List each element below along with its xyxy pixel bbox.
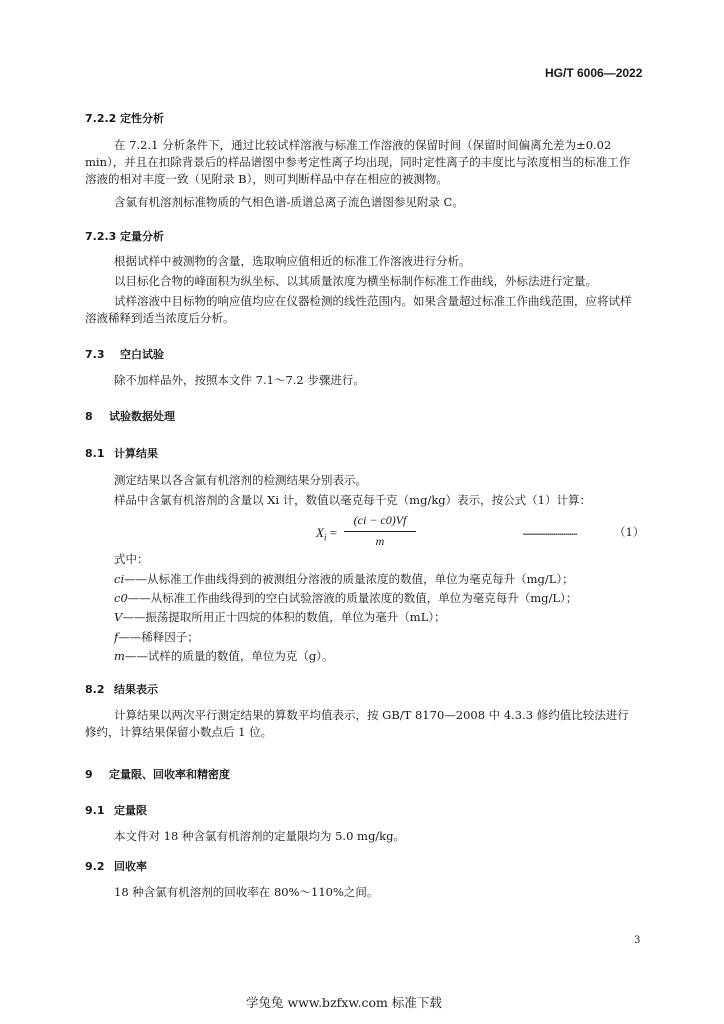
- section-number: 9.1: [85, 804, 105, 817]
- var-description: ——从标准工作曲线得到的空白试验溶液的质量浓度的数值，单位为毫克每升（mg/L）；: [127, 591, 578, 605]
- section-number: 8.2: [85, 683, 105, 696]
- section-heading-9: [85, 766, 230, 782]
- section-number: 7.2.2: [85, 112, 117, 125]
- section-number: 8: [85, 410, 93, 423]
- equation-leader-dots: ………………………: [523, 527, 578, 538]
- section-heading-8: [85, 408, 175, 424]
- section-heading-7-3: [85, 346, 164, 362]
- formula-equals: =: [329, 525, 338, 540]
- var-description: ——从标准工作曲线得到的被测组分溶液的质量浓度的数值，单位为毫克每升（mg/L）；: [124, 572, 574, 586]
- section-heading-9-1: [85, 802, 147, 818]
- paragraph-blank-test: 除不加样品外，按照本文件 7.1～7.2 步骤进行。: [114, 373, 365, 387]
- var-def-m: [114, 648, 334, 665]
- section-number: 9: [85, 768, 93, 781]
- formula-denominator: m: [375, 534, 385, 548]
- section-title: 结果表示: [114, 683, 158, 696]
- paragraph-recovery: 18 种含氯有机溶剂的回收率在 80%～110%之间。: [114, 885, 379, 899]
- var-symbol: c0: [114, 591, 128, 605]
- formula-lhs: [316, 525, 337, 543]
- section-heading-7-2-3: [85, 228, 164, 244]
- section-title: 空白试验: [120, 348, 164, 361]
- page-number: 3: [634, 935, 641, 946]
- document-code: HG/T 6006—2022: [545, 66, 643, 80]
- equation-number: （1）: [614, 525, 645, 539]
- var-def-v: [114, 609, 446, 626]
- section-number: 7.3: [85, 348, 105, 361]
- section-number: 8.1: [85, 447, 105, 460]
- var-symbol: m: [114, 649, 125, 663]
- var-description: ——稀释因子；: [118, 630, 199, 644]
- paragraph-quant-curve: 以目标化合物的峰面积为纵坐标、以其质量浓度为横坐标制作标准工作曲线，外标法进行定量。: [114, 274, 597, 288]
- var-symbol: V: [114, 610, 123, 624]
- section-number: 7.2.3: [85, 230, 117, 243]
- var-description: ——试样的质量的数值，单位为克（g）。: [124, 649, 334, 663]
- section-title: 回收率: [114, 860, 147, 873]
- formula-numerator: (ci − c0)Vf: [353, 513, 407, 527]
- var-def-f: [114, 629, 199, 646]
- section-heading-8-2: [85, 681, 158, 697]
- section-title: 定性分析: [120, 112, 164, 125]
- paragraph-qualitative-criteria: 在 7.2.1 分析条件下，通过比较试样溶液与标准工作溶液的保留时间（保留时间偏离允差为±0.02 min），并且在扣除背景后的样品谱图中参考定性离子均出现，同时定性离子的丰度比与浓度相当的标准工作溶液的相对丰度一致（见附录 B），则可判断样品中存在相应的被测物。: [85, 138, 631, 186]
- var-description: ——振荡提取所用正十四烷的体积的数值，单位为毫升（mL）；: [122, 610, 446, 624]
- footer-watermark: 学兔兔 www.bzfxw.com 标准下载: [246, 995, 442, 1010]
- paragraph-result-rounding: 计算结果以两次平行测定结果的算数平均值表示，按 GB/T 8170—2008 中 4.3.3 修约值比较法进行修约，计算结果保留小数点后 1 位。: [85, 708, 629, 739]
- section-title: 计算结果: [114, 447, 158, 460]
- paragraph-loq: 本文件对 18 种含氯有机溶剂的定量限均为 5.0 mg/kg。: [114, 829, 406, 843]
- section-title: 定量限: [114, 804, 147, 817]
- section-title: 定量限、回收率和精密度: [109, 768, 230, 781]
- section-heading-7-2-2: [85, 110, 164, 126]
- section-heading-8-1: [85, 445, 158, 461]
- paragraph-formula-intro: 样品中含氯有机溶剂的含量以 Xi 计，数值以毫克每千克（mg/kg）表示，按公式（1）计算：: [114, 493, 591, 507]
- section-heading-9-2: [85, 858, 147, 874]
- var-def-c0: [114, 590, 577, 607]
- var-symbol: f: [114, 630, 119, 644]
- where-label: 式中：: [114, 552, 149, 566]
- formula-subscript-i: i: [323, 532, 327, 543]
- paragraph-quant-select: 根据试样中被测物的含量，选取响应值相近的标准工作溶液进行分析。: [114, 254, 471, 268]
- section-number: 9.2: [85, 860, 105, 873]
- formula-fraction: [344, 513, 416, 549]
- formula-var-x: X: [316, 525, 324, 540]
- section-title: 定量分析: [120, 230, 164, 243]
- fraction-bar: [344, 531, 416, 532]
- var-symbol: ci: [114, 572, 125, 586]
- section-title: 试验数据处理: [109, 410, 175, 423]
- var-def-ci: [114, 571, 574, 588]
- paragraph-appendix-c-ref: 含氯有机溶剂标准物质的气相色谱-质谱总离子流色谱图参见附录 C。: [114, 195, 464, 209]
- paragraph-results-expression: 测定结果以各含氯有机溶剂的检测结果分别表示。: [114, 473, 367, 487]
- paragraph-quant-linear-range: 试样溶液中目标物的响应值均应在仪器检测的线性范围内。如果含量超过标准工作曲线范围，应将试样溶液稀释到适当浓度后分析。: [85, 294, 632, 325]
